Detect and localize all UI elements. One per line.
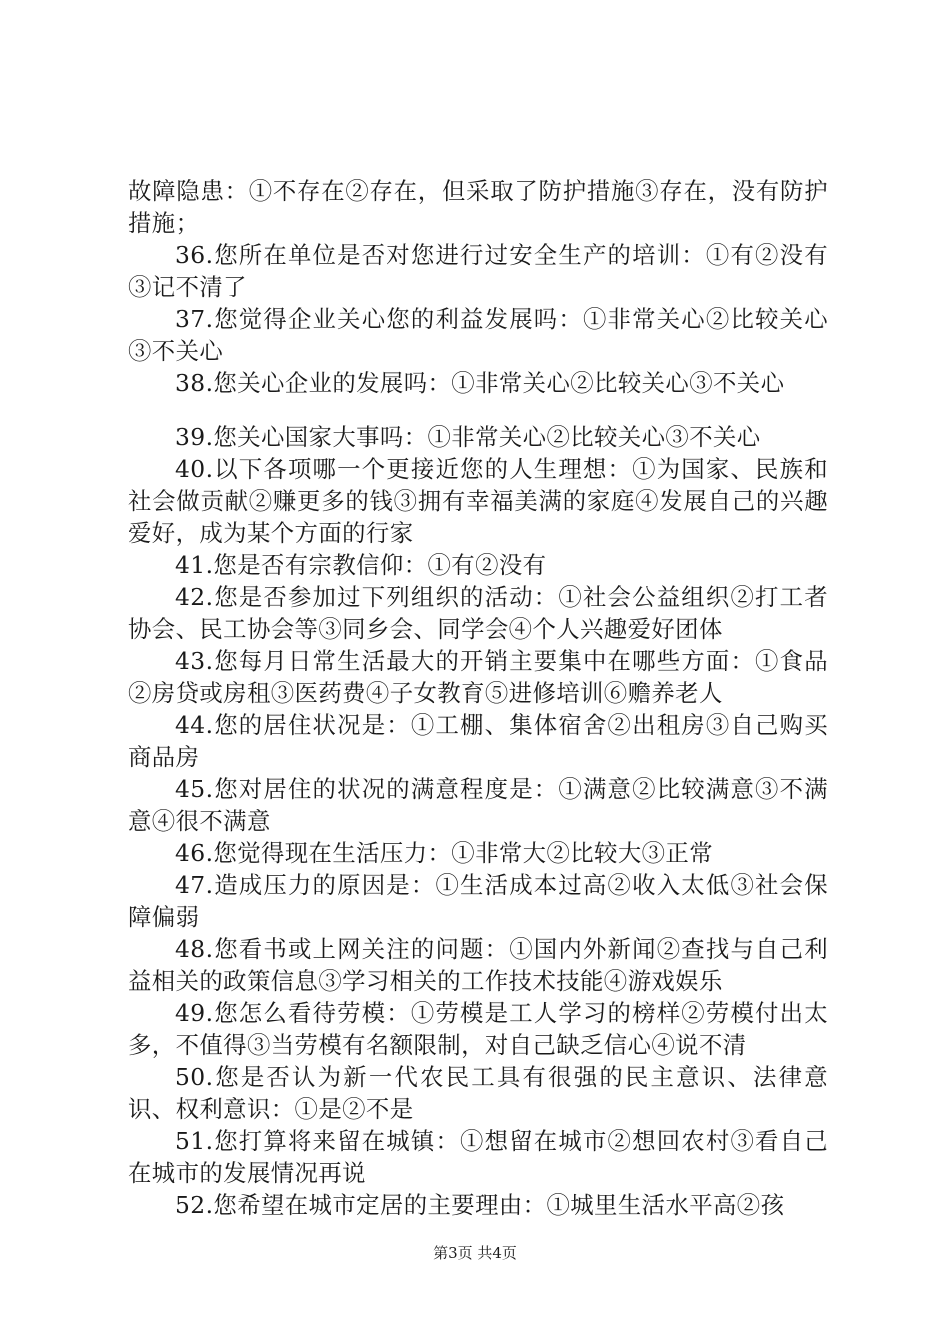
question-42: 42.您是否参加过下列组织的活动：①社会公益组织②打工者协会、民工协会等③同乡会、同学会④个人兴趣爱好团体 (128, 583, 828, 643)
question-45: 45.您对居住的状况的满意程度是：①满意②比较满意③不满意④很不满意 (128, 775, 828, 835)
question-36: 36.您所在单位是否对您进行过安全生产的培训：①有②没有③记不清了 (128, 241, 828, 301)
question-48: 48.您看书或上网关注的问题：①国内外新闻②查找与自己利益相关的政策信息③学习相关的工作技术技能④游戏娱乐 (128, 935, 828, 995)
question-40: 40.以下各项哪一个更接近您的人生理想：①为国家、民族和社会做贡献②赚更多的钱③拥有幸福美满的家庭④发展自己的兴趣爱好，成为某个方面的行家 (128, 455, 828, 547)
question-39: 39.您关心国家大事吗：①非常关心②比较关心③不关心 (175, 423, 761, 451)
question-52: 52.您希望在城市定居的主要理由：①城里生活水平高②孩 (175, 1191, 785, 1219)
question-38: 38.您关心企业的发展吗：①非常关心②比较关心③不关心 (175, 369, 785, 397)
question-43: 43.您每月日常生活最大的开销主要集中在哪些方面：①食品②房贷或房租③医药费④子女教育⑤进修培训⑥赡养老人 (128, 647, 828, 707)
question-41: 41.您是否有宗教信仰：①有②没有 (175, 551, 547, 579)
page-footer (0, 1243, 950, 1263)
question-46: 46.您觉得现在生活压力：①非常大②比较大③正常 (175, 839, 713, 867)
question-51: 51.您打算将来留在城镇：①想留在城市②想回农村③看自己在城市的发展情况再说 (128, 1127, 828, 1187)
document-body (128, 175, 828, 1221)
question-50: 50.您是否认为新一代农民工具有很强的民主意识、法律意识、权利意识：①是②不是 (128, 1063, 828, 1123)
paragraph-continuation: 故障隐患：①不存在②存在，但采取了防护措施③存在，没有防护措施； (128, 177, 828, 237)
question-47: 47.造成压力的原因是：①生活成本过高②收入太低③社会保障偏弱 (128, 871, 828, 931)
question-49: 49.您怎么看待劳模：①劳模是工人学习的榜样②劳模付出太多，不值得③当劳模有名额限制，对自己缺乏信心④说不清 (128, 999, 828, 1059)
question-44: 44.您的居住状况是：①工棚、集体宿舍②出租房③自己购买商品房 (128, 711, 828, 771)
question-37: 37.您觉得企业关心您的利益发展吗：①非常关心②比较关心③不关心 (128, 305, 828, 365)
page-number: 第3页 共4页 (433, 1244, 517, 1262)
